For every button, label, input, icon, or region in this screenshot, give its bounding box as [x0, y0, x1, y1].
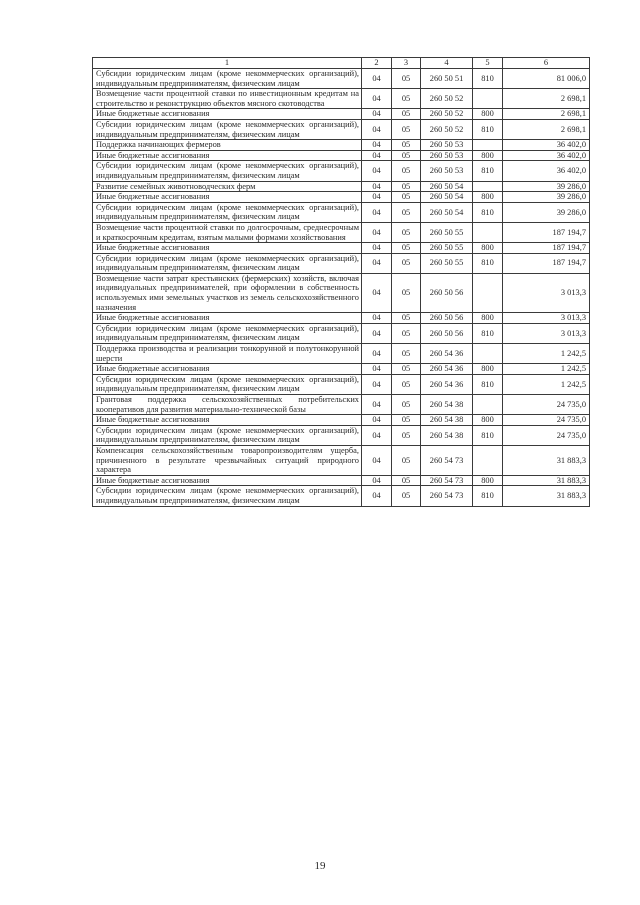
- amount-cell: 2 698,1: [503, 119, 590, 139]
- amount-cell: 3 013,3: [503, 313, 590, 324]
- section-code-cell: 04: [362, 119, 392, 139]
- table-row: [93, 181, 590, 192]
- target-article-cell: 260 54 38: [421, 395, 473, 415]
- row-name-cell: Иные бюджетные ассигнования: [93, 150, 362, 161]
- row-name-cell: Иные бюджетные ассигнования: [93, 243, 362, 254]
- target-article-cell: 260 54 36: [421, 344, 473, 364]
- row-name-cell: Субсидии юридическим лицам (кроме некоммерческих организаций), индивидуальным предпринимателям, физическим лицам: [93, 161, 362, 181]
- table-row: [93, 192, 590, 203]
- target-article-cell: 260 50 52: [421, 89, 473, 109]
- expense-type-cell: [473, 344, 503, 364]
- column-header: 3: [392, 58, 421, 69]
- target-article-cell: 260 54 36: [421, 364, 473, 375]
- row-name-cell: Иные бюджетные ассигнования: [93, 364, 362, 375]
- section-code-cell: 04: [362, 344, 392, 364]
- table-row: [93, 313, 590, 324]
- amount-cell: 31 883,3: [503, 475, 590, 486]
- section-code-cell: 04: [362, 486, 392, 506]
- subsection-code-cell: 05: [392, 181, 421, 192]
- expense-type-cell: 810: [473, 425, 503, 445]
- expense-type-cell: 810: [473, 486, 503, 506]
- table-row: [93, 415, 590, 426]
- amount-cell: 2 698,1: [503, 89, 590, 109]
- section-code-cell: 04: [362, 150, 392, 161]
- table-row: [93, 323, 590, 343]
- target-article-cell: 260 50 53: [421, 150, 473, 161]
- amount-cell: 24 735,0: [503, 415, 590, 426]
- subsection-code-cell: 05: [392, 425, 421, 445]
- subsection-code-cell: 05: [392, 475, 421, 486]
- section-code-cell: 04: [362, 323, 392, 343]
- section-code-cell: 04: [362, 222, 392, 242]
- subsection-code-cell: 05: [392, 109, 421, 120]
- expense-type-cell: 800: [473, 475, 503, 486]
- row-name-cell: Иные бюджетные ассигнования: [93, 192, 362, 203]
- subsection-code-cell: 05: [392, 222, 421, 242]
- subsection-code-cell: 05: [392, 445, 421, 475]
- subsection-code-cell: 05: [392, 313, 421, 324]
- amount-cell: 36 402,0: [503, 140, 590, 151]
- table-row: [93, 140, 590, 151]
- column-header: 4: [421, 58, 473, 69]
- target-article-cell: 260 54 73: [421, 475, 473, 486]
- expense-type-cell: 810: [473, 119, 503, 139]
- section-code-cell: 04: [362, 69, 392, 89]
- target-article-cell: 260 50 54: [421, 181, 473, 192]
- target-article-cell: 260 50 52: [421, 119, 473, 139]
- table-row: [93, 69, 590, 89]
- row-name-cell: Иные бюджетные ассигнования: [93, 109, 362, 120]
- expense-type-cell: 800: [473, 415, 503, 426]
- section-code-cell: 04: [362, 192, 392, 203]
- expense-type-cell: 810: [473, 202, 503, 222]
- amount-cell: 3 013,3: [503, 273, 590, 312]
- target-article-cell: 260 50 54: [421, 202, 473, 222]
- amount-cell: 187 194,7: [503, 243, 590, 254]
- table-row: [93, 445, 590, 475]
- row-name-cell: Субсидии юридическим лицам (кроме некоммерческих организаций), индивидуальным предпринимателям, физическим лицам: [93, 425, 362, 445]
- table-body: [93, 69, 590, 507]
- target-article-cell: 260 54 73: [421, 486, 473, 506]
- target-article-cell: 260 50 53: [421, 161, 473, 181]
- target-article-cell: 260 50 56: [421, 273, 473, 312]
- subsection-code-cell: 05: [392, 364, 421, 375]
- row-name-cell: Поддержка производства и реализации тонкорунной и полутонкорунной шерсти: [93, 344, 362, 364]
- section-code-cell: 04: [362, 364, 392, 375]
- subsection-code-cell: 05: [392, 161, 421, 181]
- amount-cell: 24 735,0: [503, 395, 590, 415]
- row-name-cell: Иные бюджетные ассигнования: [93, 475, 362, 486]
- amount-cell: 1 242,5: [503, 374, 590, 394]
- table-row: [93, 486, 590, 506]
- expense-type-cell: [473, 181, 503, 192]
- table-row: [93, 109, 590, 120]
- row-name-cell: Возмещение части процентной ставки по инвестиционным кредитам на строительство и реконструкцию объектов мясного скотоводства: [93, 89, 362, 109]
- subsection-code-cell: 05: [392, 253, 421, 273]
- target-article-cell: 260 50 53: [421, 140, 473, 151]
- expense-type-cell: 810: [473, 323, 503, 343]
- column-header: 1: [93, 58, 362, 69]
- section-code-cell: 04: [362, 395, 392, 415]
- expense-type-cell: [473, 89, 503, 109]
- expense-type-cell: [473, 445, 503, 475]
- section-code-cell: 04: [362, 202, 392, 222]
- subsection-code-cell: 05: [392, 273, 421, 312]
- target-article-cell: 260 50 55: [421, 222, 473, 242]
- expense-type-cell: 800: [473, 364, 503, 375]
- subsection-code-cell: 05: [392, 89, 421, 109]
- row-name-cell: Субсидии юридическим лицам (кроме некоммерческих организаций), индивидуальным предпринимателям, физическим лицам: [93, 374, 362, 394]
- expense-type-cell: 800: [473, 313, 503, 324]
- amount-cell: 39 286,0: [503, 202, 590, 222]
- amount-cell: 31 883,3: [503, 445, 590, 475]
- header-row: [93, 58, 590, 69]
- table-row: [93, 243, 590, 254]
- row-name-cell: Развитие семейных животноводческих ферм: [93, 181, 362, 192]
- table-row: [93, 202, 590, 222]
- amount-cell: 36 402,0: [503, 161, 590, 181]
- section-code-cell: 04: [362, 313, 392, 324]
- target-article-cell: 260 54 73: [421, 445, 473, 475]
- target-article-cell: 260 54 38: [421, 425, 473, 445]
- target-article-cell: 260 54 38: [421, 415, 473, 426]
- target-article-cell: 260 50 56: [421, 323, 473, 343]
- expense-type-cell: 800: [473, 192, 503, 203]
- section-code-cell: 04: [362, 374, 392, 394]
- target-article-cell: 260 50 55: [421, 243, 473, 254]
- section-code-cell: 04: [362, 425, 392, 445]
- expense-type-cell: 800: [473, 109, 503, 120]
- column-header: 6: [503, 58, 590, 69]
- row-name-cell: Субсидии юридическим лицам (кроме некоммерческих организаций), индивидуальным предпринимателям, физическим лицам: [93, 69, 362, 89]
- table-row: [93, 425, 590, 445]
- section-code-cell: 04: [362, 161, 392, 181]
- section-code-cell: 04: [362, 273, 392, 312]
- expense-type-cell: 810: [473, 253, 503, 273]
- section-code-cell: 04: [362, 475, 392, 486]
- table-row: [93, 364, 590, 375]
- amount-cell: 24 735,0: [503, 425, 590, 445]
- row-name-cell: Субсидии юридическим лицам (кроме некоммерческих организаций), индивидуальным предпринимателям, физическим лицам: [93, 253, 362, 273]
- amount-cell: 31 883,3: [503, 486, 590, 506]
- table-row: [93, 273, 590, 312]
- section-code-cell: 04: [362, 181, 392, 192]
- amount-cell: 39 286,0: [503, 192, 590, 203]
- row-name-cell: Субсидии юридическим лицам (кроме некоммерческих организаций), индивидуальным предпринимателям, физическим лицам: [93, 119, 362, 139]
- expense-type-cell: 810: [473, 374, 503, 394]
- expense-type-cell: [473, 273, 503, 312]
- subsection-code-cell: 05: [392, 150, 421, 161]
- table-row: [93, 344, 590, 364]
- table-row: [93, 222, 590, 242]
- target-article-cell: 260 50 56: [421, 313, 473, 324]
- table-row: [93, 119, 590, 139]
- expense-type-cell: 810: [473, 69, 503, 89]
- subsection-code-cell: 05: [392, 243, 421, 254]
- table-row: [93, 253, 590, 273]
- table-header: [93, 58, 590, 69]
- subsection-code-cell: 05: [392, 486, 421, 506]
- budget-table: [92, 57, 590, 507]
- amount-cell: 187 194,7: [503, 253, 590, 273]
- table-row: [93, 395, 590, 415]
- table-row: [93, 89, 590, 109]
- subsection-code-cell: 05: [392, 395, 421, 415]
- row-name-cell: Возмещение части процентной ставки по долгосрочным, среднесрочным и краткосрочным кредитам, взятым малыми формами хозяйствования: [93, 222, 362, 242]
- target-article-cell: 260 50 51: [421, 69, 473, 89]
- amount-cell: 3 013,3: [503, 323, 590, 343]
- section-code-cell: 04: [362, 140, 392, 151]
- amount-cell: 39 286,0: [503, 181, 590, 192]
- row-name-cell: Субсидии юридическим лицам (кроме некоммерческих организаций), индивидуальным предпринимателям, физическим лицам: [93, 202, 362, 222]
- target-article-cell: 260 50 55: [421, 253, 473, 273]
- row-name-cell: Компенсация сельскохозяйственным товаропроизводителям ущерба, причиненного в результате чрезвычайных ситуаций природного характера: [93, 445, 362, 475]
- expense-type-cell: 800: [473, 243, 503, 254]
- expense-type-cell: [473, 222, 503, 242]
- table-row: [93, 475, 590, 486]
- target-article-cell: 260 54 36: [421, 374, 473, 394]
- row-name-cell: Субсидии юридическим лицам (кроме некоммерческих организаций), индивидуальным предпринимателям, физическим лицам: [93, 486, 362, 506]
- row-name-cell: Грантовая поддержка сельскохозяйственных потребительских кооперативов для развития материально-технической базы: [93, 395, 362, 415]
- column-header: 5: [473, 58, 503, 69]
- section-code-cell: 04: [362, 253, 392, 273]
- target-article-cell: 260 50 52: [421, 109, 473, 120]
- expense-type-cell: [473, 395, 503, 415]
- amount-cell: 2 698,1: [503, 109, 590, 120]
- section-code-cell: 04: [362, 109, 392, 120]
- subsection-code-cell: 05: [392, 69, 421, 89]
- row-name-cell: Иные бюджетные ассигнования: [93, 415, 362, 426]
- table-row: [93, 374, 590, 394]
- amount-cell: 187 194,7: [503, 222, 590, 242]
- expense-type-cell: [473, 140, 503, 151]
- amount-cell: 81 006,0: [503, 69, 590, 89]
- amount-cell: 36 402,0: [503, 150, 590, 161]
- section-code-cell: 04: [362, 89, 392, 109]
- subsection-code-cell: 05: [392, 119, 421, 139]
- subsection-code-cell: 05: [392, 415, 421, 426]
- amount-cell: 1 242,5: [503, 344, 590, 364]
- target-article-cell: 260 50 54: [421, 192, 473, 203]
- subsection-code-cell: 05: [392, 374, 421, 394]
- column-header: 2: [362, 58, 392, 69]
- page-number: 19: [314, 860, 326, 872]
- table-row: [93, 161, 590, 181]
- section-code-cell: 04: [362, 445, 392, 475]
- amount-cell: 1 242,5: [503, 364, 590, 375]
- section-code-cell: 04: [362, 243, 392, 254]
- subsection-code-cell: 05: [392, 202, 421, 222]
- row-name-cell: Поддержка начинающих фермеров: [93, 140, 362, 151]
- subsection-code-cell: 05: [392, 140, 421, 151]
- subsection-code-cell: 05: [392, 344, 421, 364]
- expense-type-cell: 800: [473, 150, 503, 161]
- row-name-cell: Возмещение части затрат крестьянских (фермерских) хозяйств, включая индивидуальных предпринимателей, при оформлении в собственность используемых ими земельных участков из земель сельскохозяйственного назначения: [93, 273, 362, 312]
- row-name-cell: Субсидии юридическим лицам (кроме некоммерческих организаций), индивидуальным предпринимателям, физическим лицам: [93, 323, 362, 343]
- subsection-code-cell: 05: [392, 323, 421, 343]
- row-name-cell: Иные бюджетные ассигнования: [93, 313, 362, 324]
- section-code-cell: 04: [362, 415, 392, 426]
- expense-type-cell: 810: [473, 161, 503, 181]
- table-row: [93, 150, 590, 161]
- subsection-code-cell: 05: [392, 192, 421, 203]
